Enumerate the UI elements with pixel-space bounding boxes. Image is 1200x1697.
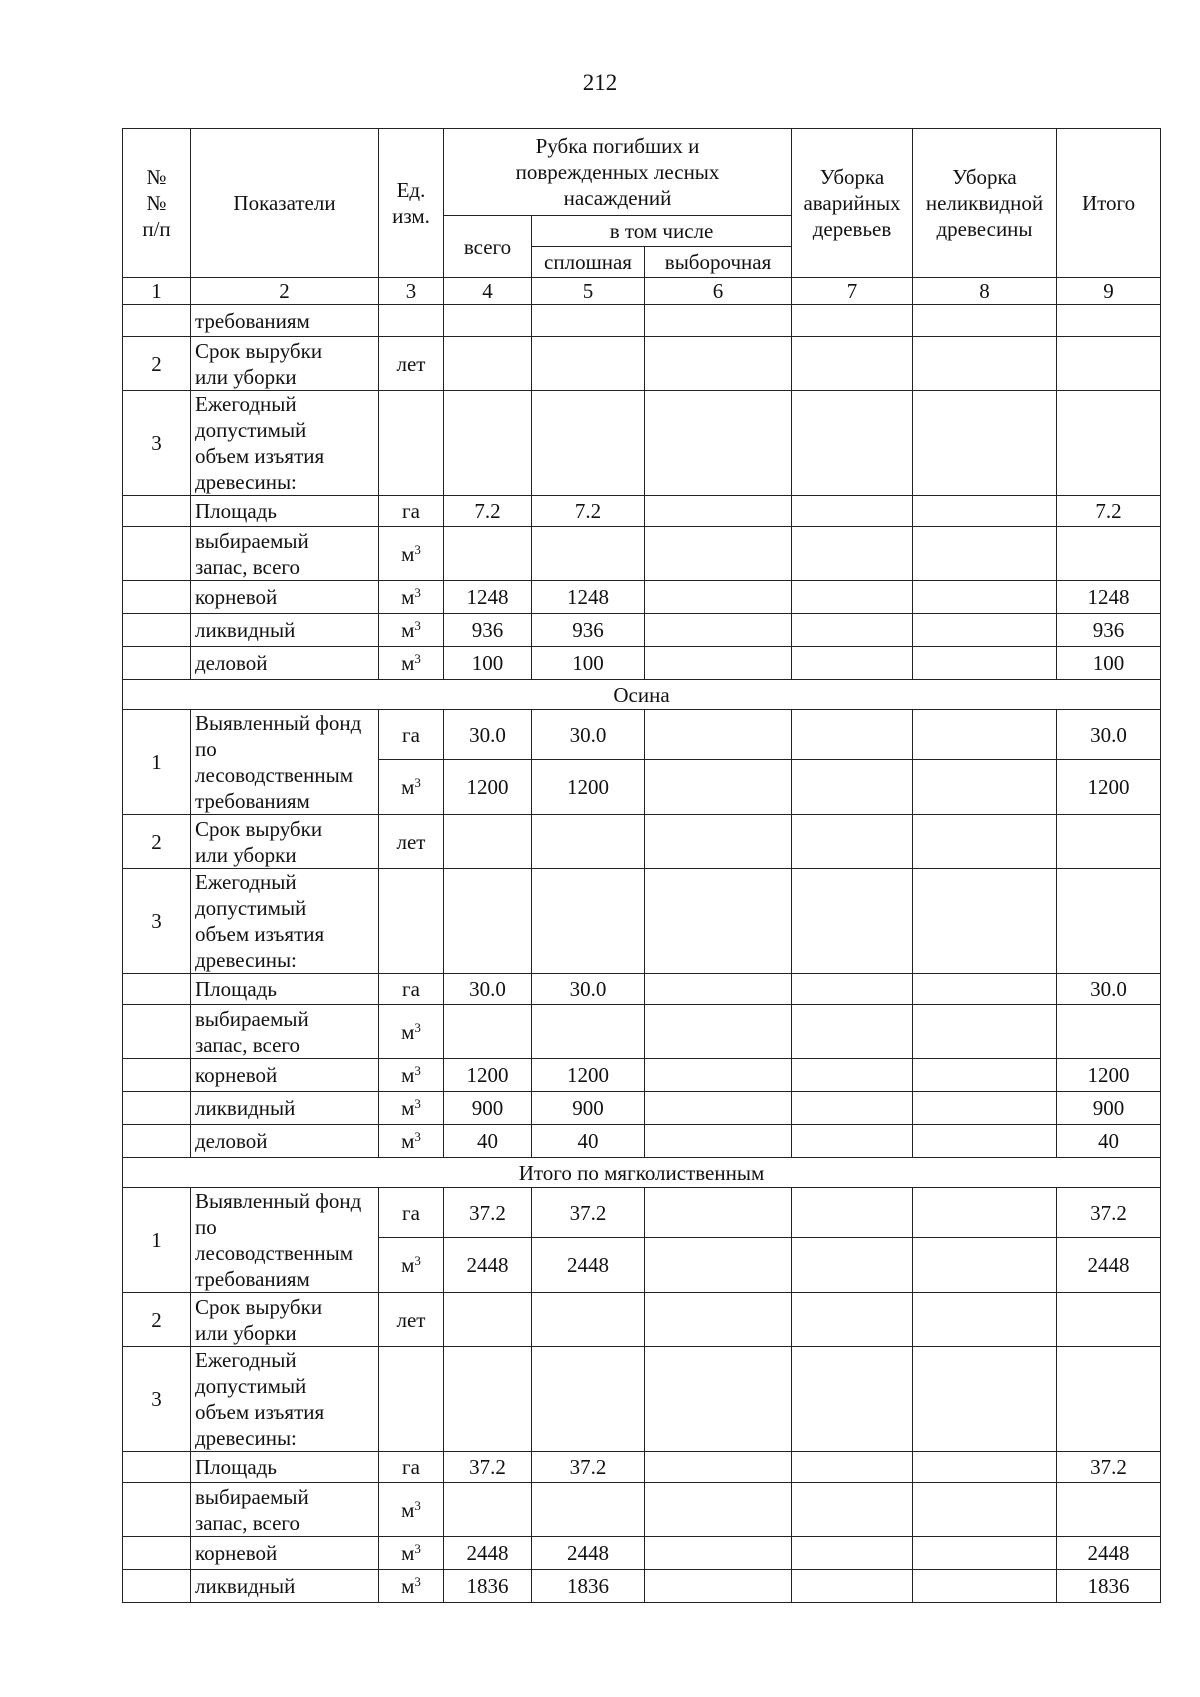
table-row: 3 Ежегодный допустимый объем изъятия древесины: [123, 391, 1161, 496]
section-title: Осина [123, 680, 1161, 710]
table-row: 2 Срок вырубки или уборки лет [123, 337, 1161, 391]
table-row: требованиям [123, 305, 1161, 337]
table-row: деловой $м^3$ 100 100 100 [123, 647, 1161, 680]
section-row-itogo [123, 1158, 1161, 1188]
header-including: в том числе [532, 216, 792, 247]
table-row: $м^3$ 2448 2448 2448 [123, 1238, 1161, 1293]
table-row: 2 Срок вырубки или уборки лет [123, 815, 1161, 869]
table-row: 1 Выявленный фонд по лесоводственным требованиям га 37.2 37.2 37.2 [123, 1188, 1161, 1238]
table-row: $м^3$ 1200 1200 1200 [123, 760, 1161, 815]
header-col-unit: Ед. изм. [379, 129, 444, 278]
page-number: 212 [582, 70, 618, 95]
table-row: 2 Срок вырубки или уборки лет [123, 1293, 1161, 1347]
table-row: деловой $м^3$ 40 40 40 [123, 1125, 1161, 1158]
section-row-osina [123, 680, 1161, 710]
table-row: корневой $м^3$ 2448 2448 2448 [123, 1537, 1161, 1570]
table-row: корневой $м^3$ 1200 1200 1200 [123, 1059, 1161, 1092]
table-row: Площадь га 37.2 37.2 37.2 [123, 1452, 1161, 1483]
header-col-total: Итого [1057, 129, 1161, 278]
column-numbers-row: 1 2 3 4 5 6 7 8 9 [123, 278, 1161, 305]
table-row: 1 Выявленный фонд по лесоводственным требованиям га 30.0 30.0 30.0 [123, 710, 1161, 760]
table-row: Площадь га 30.0 30.0 30.0 [123, 974, 1161, 1005]
table-row: выбираемый запас, всего $м^3$ [123, 1483, 1161, 1537]
table-row: 3 Ежегодный допустимый объем изъятия древесины: [123, 869, 1161, 974]
header-col-emergency-trees: Уборка аварийных деревьев [792, 129, 913, 278]
table-row: выбираемый запас, всего $м^3$ [123, 527, 1161, 581]
table-row: ликвидный $м^3$ 936 936 936 [123, 614, 1161, 647]
header-row [123, 129, 1161, 216]
section-title: Итого по мягколиственным [123, 1158, 1161, 1188]
header-col-illiquid-wood: Уборка неликвидной древесины [913, 129, 1057, 278]
header-clear-cut: сплошная [532, 247, 645, 278]
table-row: Площадь га 7.2 7.2 7.2 [123, 496, 1161, 527]
table-row: корневой $м^3$ 1248 1248 1248 [123, 581, 1161, 614]
header-col-cutting-group: Рубка погибших и поврежденных лесных насаждений [444, 129, 792, 216]
header-selective-cut: выборочная [645, 247, 792, 278]
table-row: ликвидный $м^3$ 1836 1836 1836 [123, 1570, 1161, 1603]
table-row: ликвидный $м^3$ 900 900 900 [123, 1092, 1161, 1125]
header-col-number: № № п/п [123, 129, 191, 278]
header-total-subcol: всего [444, 216, 532, 278]
forest-data-table [122, 128, 1161, 1603]
table-row: 3 Ежегодный допустимый объем изъятия древесины: [123, 1347, 1161, 1452]
header-col-indicators: Показатели [191, 129, 379, 278]
table-row: выбираемый запас, всего $м^3$ [123, 1005, 1161, 1059]
